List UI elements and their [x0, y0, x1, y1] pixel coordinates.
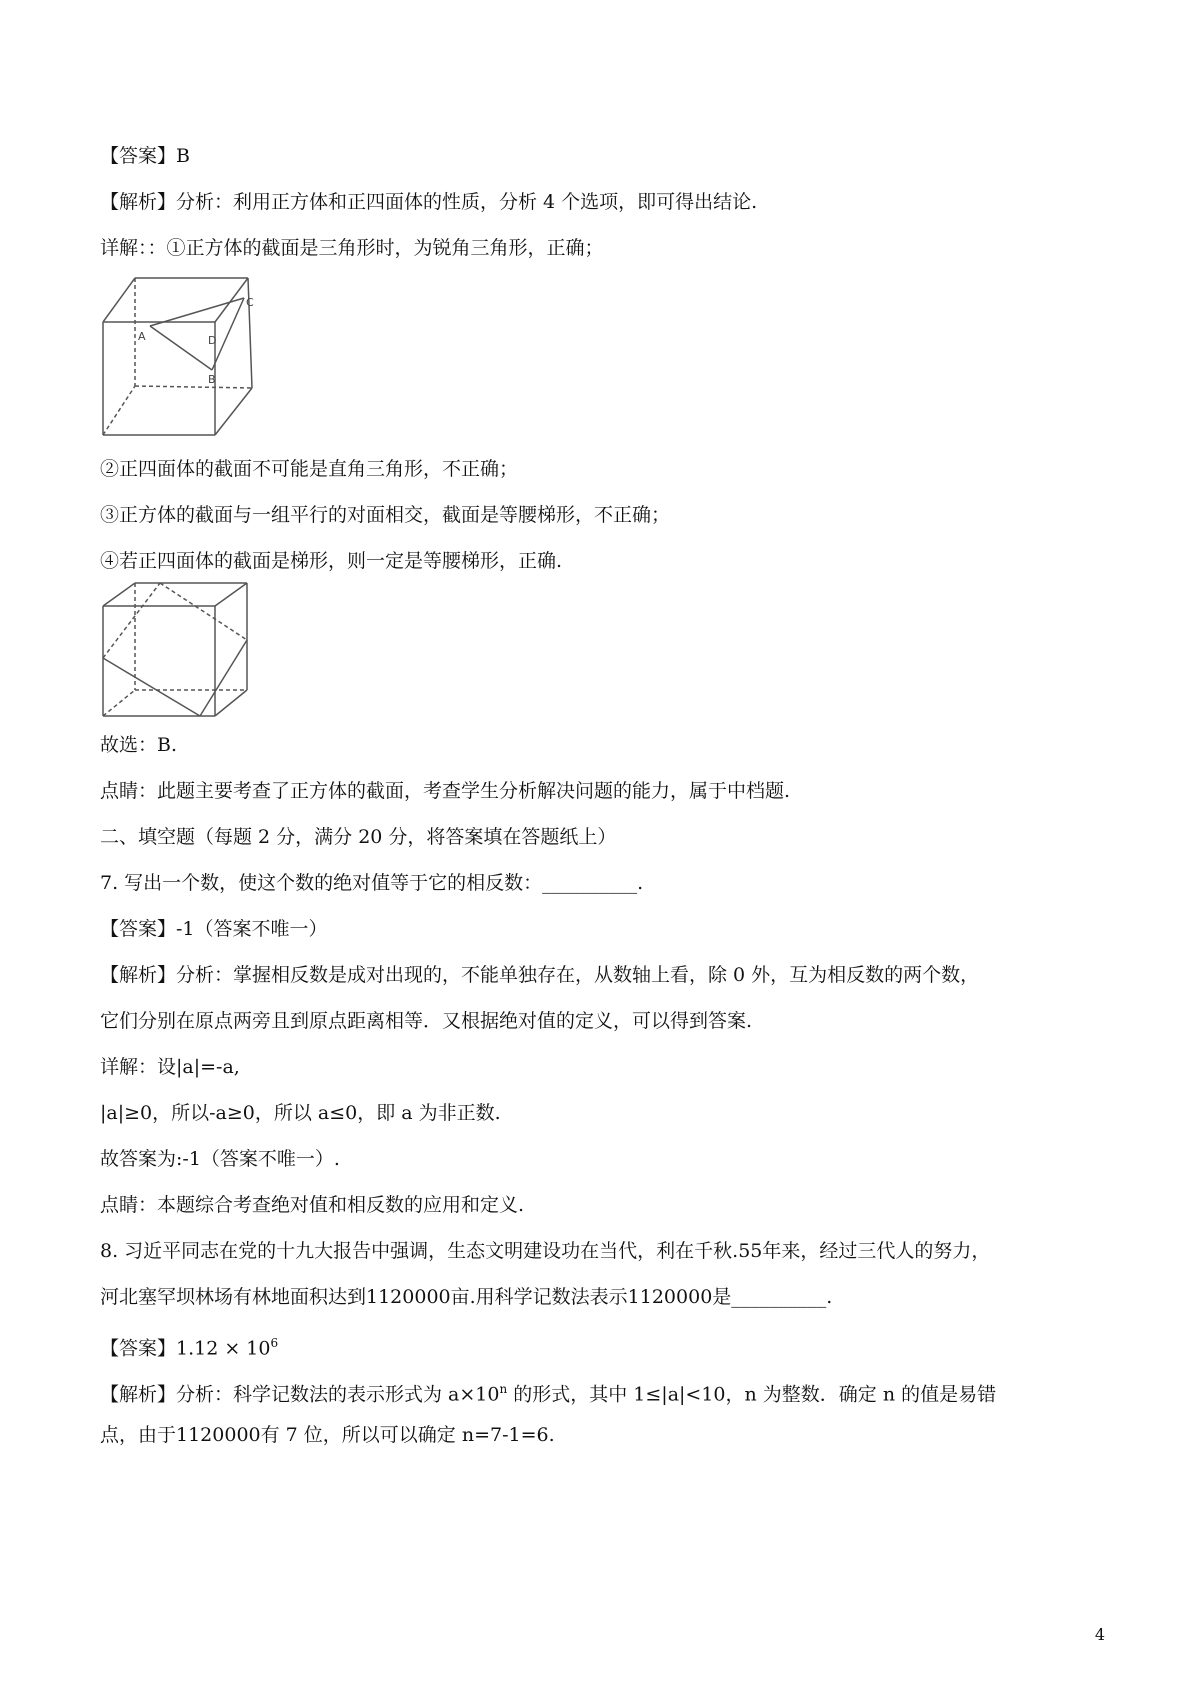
analysis-line: 【解析】分析：利用正方体和正四面体的性质，分析 4 个选项，即可得出结论.: [100, 191, 758, 213]
question-8-line2: 河北塞罕坝林场有林地面积达到1120000亩.用科学记数法表示1120000是__________.: [100, 1286, 833, 1308]
question-8-line1: 8. 习近平同志在党的十九大报告中强调，生态文明建设功在当代，利在千秋.55年来，经过三代人的努力，: [100, 1240, 991, 1262]
item-3-line: ③正方体的截面与一组平行的对面相交，截面是等腰梯形，不正确；: [100, 504, 671, 526]
detail-line: 详解：：①正方体的截面是三角形时，为锐角三角形，正确；: [100, 237, 604, 259]
analysis-8-line2: 点，由于1120000有 7 位，所以可以确定 n=7-1=6.: [100, 1424, 555, 1446]
page-number: 4: [1094, 1625, 1105, 1644]
cube-trapezoid-section-figure: [100, 578, 260, 723]
analysis-8-exponent: n: [499, 1382, 508, 1396]
label-b: B: [208, 373, 216, 386]
label-d: D: [208, 334, 217, 347]
analysis-8-line1: [100, 1375, 1120, 1408]
analysis-8-part2: 的形式，其中 1≤|a|<10，n 为整数．确定 n 的值是易错: [507, 1383, 997, 1406]
cube-triangle-section-figure: [100, 270, 260, 440]
analysis-7-line1: 【解析】分析：掌握相反数是成对出现的，不能单独存在，从数轴上看，除 0 外，互为相反数的两个数，: [100, 964, 980, 986]
answer-8: [100, 1329, 1120, 1362]
analysis-7-line2: 它们分别在原点两旁且到原点距离相等．又根据绝对值的定义，可以得到答案.: [100, 1010, 753, 1032]
question-7: 7. 写出一个数，使这个数的绝对值等于它的相反数：__________.: [100, 872, 644, 894]
detail-7-line2: |a|≥0，所以-a≥0，所以 a≤0，即 a 为非正数.: [100, 1102, 501, 1124]
answer-b1: 【答案】B: [100, 145, 190, 167]
item-4-line: ④若正四面体的截面是梯形，则一定是等腰梯形，正确.: [100, 550, 563, 572]
label-a: A: [138, 330, 146, 343]
item-2-line: ②正四面体的截面不可能是直角三角形，不正确；: [100, 458, 519, 480]
answer-7: 【答案】-1（答案不唯一）: [100, 918, 328, 940]
label-c: C: [246, 296, 254, 309]
answer-8-base: 【答案】1.12 × 10: [100, 1337, 271, 1360]
analysis-8-part1: 【解析】分析：科学记数法的表示形式为 a×10: [100, 1383, 500, 1406]
conclusion-7: 故答案为:-1（答案不唯一）.: [100, 1148, 340, 1170]
section-heading: 二、填空题（每题 2 分，满分 20 分，将答案填在答题纸上）: [100, 826, 617, 848]
comment-7: 点睛：本题综合考查绝对值和相反数的应用和定义.: [100, 1194, 525, 1216]
comment-line: 点睛：此题主要考查了正方体的截面，考查学生分析解决问题的能力，属于中档题.: [100, 780, 791, 802]
detail-7-line1: 详解：设|a|=-a,: [100, 1056, 240, 1078]
answer-8-exponent: 6: [270, 1336, 279, 1350]
choice-line: 故选：B.: [100, 734, 178, 756]
